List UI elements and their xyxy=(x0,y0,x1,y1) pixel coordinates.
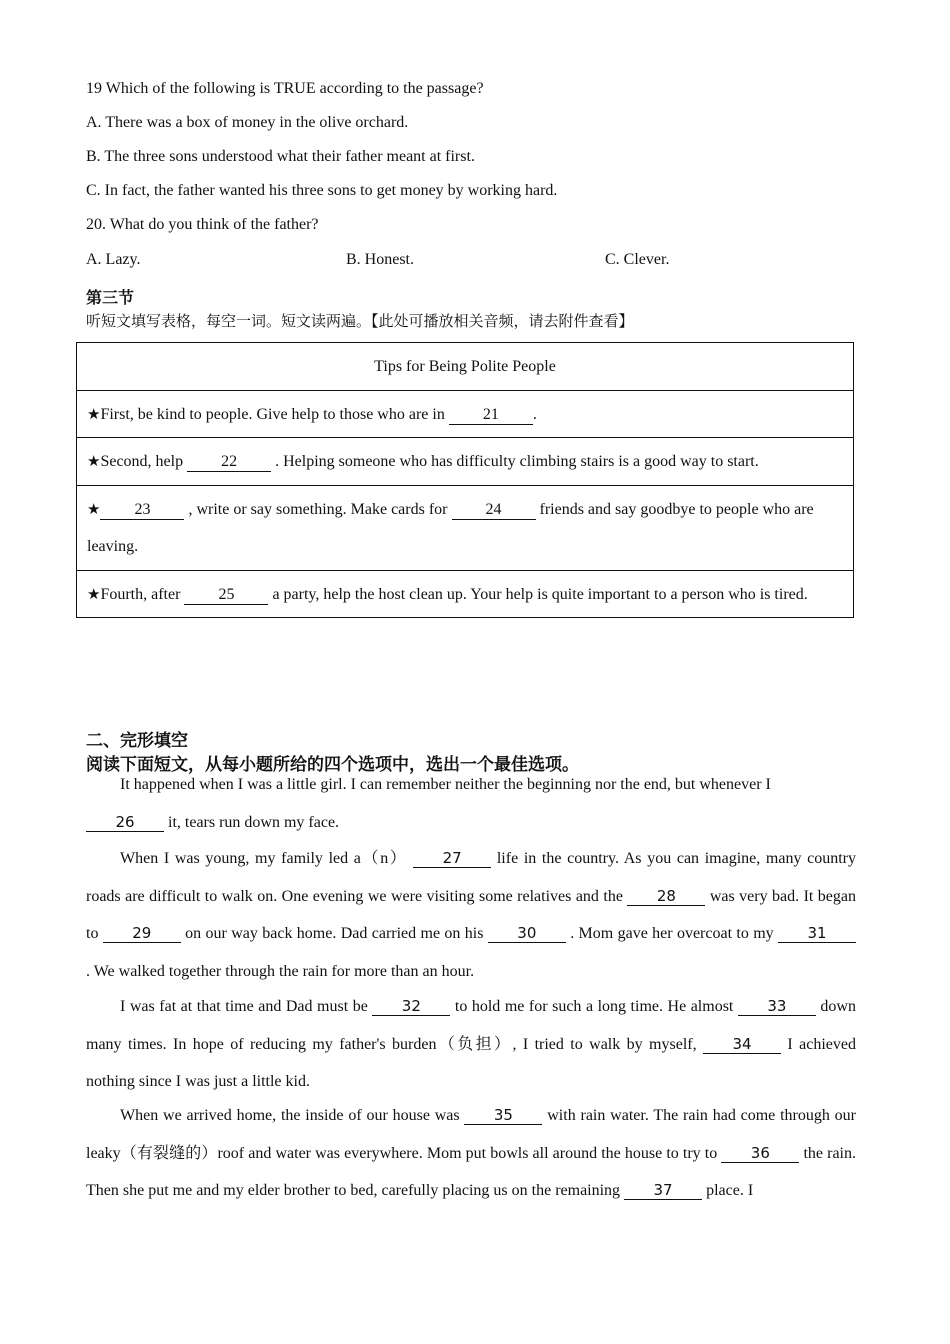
section-3-instruction: 听短文填写表格，每空一词。短文读两遍。【此处可播放相关音频，请去附件查看】 xyxy=(86,312,634,330)
star-icon: ★ xyxy=(87,452,101,470)
blank-36[interactable]: 36 xyxy=(721,1144,799,1163)
blank-22[interactable]: 22 xyxy=(187,453,271,472)
blank-37[interactable]: 37 xyxy=(624,1181,702,1200)
blank-25[interactable]: 25 xyxy=(184,586,268,605)
blank-21[interactable]: 21 xyxy=(449,406,533,425)
tips-table xyxy=(76,342,854,618)
blank-31[interactable]: 31 xyxy=(778,924,856,943)
star-icon: ★ xyxy=(87,404,101,423)
question-19-stem: 19 Which of the following is TRUE according to the passage? xyxy=(86,80,484,97)
blank-33[interactable]: 33 xyxy=(738,997,816,1016)
blank-30[interactable]: 30 xyxy=(488,924,566,943)
blank-24[interactable]: 24 xyxy=(452,501,536,520)
blank-23[interactable]: 23 xyxy=(100,501,184,520)
cloze-paragraph-4: When we arrived home, the inside of our house was 35 with rain water. The rain had come through our leaky（有裂缝的）roof and water was everywhere. Mom put bowls all around the house to try to 36 the rain. Then she put me and my elder brother to bed, carefully placing us on the remaining 37 place. I xyxy=(86,1106,857,1199)
star-icon: ★ xyxy=(87,584,101,603)
question-20-option-b: B. Honest. xyxy=(346,251,414,268)
question-19-option-c: C. In fact, the father wanted his three sons to get money by working hard. xyxy=(86,182,558,199)
blank-28[interactable]: 28 xyxy=(627,887,705,906)
blank-32[interactable]: 32 xyxy=(372,997,450,1016)
blank-26[interactable]: 26 xyxy=(86,813,164,832)
question-20-stem: 20. What do you think of the father? xyxy=(86,216,319,233)
cloze-paragraph-3: I was fat at that time and Dad must be 32 to hold me for such a long time. He almost 33 down many times. In hope of reducing my father's burden（负担）, I tried to walk by myself, 34 I achieved nothing since I was just a little kid. xyxy=(86,997,856,1090)
blank-27[interactable]: 27 xyxy=(413,849,491,868)
section-3-heading: 第三节 xyxy=(86,288,135,307)
table-row-3: ★ 23 , write or say something. Make cards for 24 friends and say goodbye to people who are leaving. xyxy=(77,486,854,571)
blank-35[interactable]: 35 xyxy=(464,1106,542,1125)
table-row-1: ★First, be kind to people. Give help to those who are in 21 . xyxy=(77,391,854,438)
table-row-4: ★Fourth, after 25 a party, help the host clean up. Your help is quite important to a person who is tired. xyxy=(77,571,854,618)
question-20-option-c: C. Clever. xyxy=(605,251,670,268)
blank-29[interactable]: 29 xyxy=(103,924,181,943)
cloze-instruction: 阅读下面短文，从每小题所给的四个选项中，选出一个最佳选项。 xyxy=(86,755,579,775)
question-20-option-a: A. Lazy. xyxy=(86,251,141,268)
cloze-heading: 二、完形填空 xyxy=(86,731,188,751)
table-row-2: ★Second, help 22 . Helping someone who has difficulty climbing stairs is a good way to start. xyxy=(77,438,854,486)
table-title: Tips for Being Polite People xyxy=(77,343,854,391)
blank-34[interactable]: 34 xyxy=(703,1035,781,1054)
question-19-option-a: A. There was a box of money in the olive orchard. xyxy=(86,114,409,131)
cloze-paragraph-2: When I was young, my family led a（n） 27 life in the country. As you can imagine, many country roads are difficult to walk on. One evening we were visiting some relatives and the 28 was very bad. It began to 29 on our way back home. Dad carried me on his 30 . Mom gave her overcoat to my 31 . We walked together through the rain for more than an hour. xyxy=(86,849,857,980)
question-19-option-b: B. The three sons understood what their father meant at first. xyxy=(86,148,475,165)
cloze-paragraph-1: It happened when I was a little girl. I can remember neither the beginning nor the end, but whenever I 26 it, tears run down my face. xyxy=(86,766,856,841)
star-icon: ★ xyxy=(87,500,101,518)
